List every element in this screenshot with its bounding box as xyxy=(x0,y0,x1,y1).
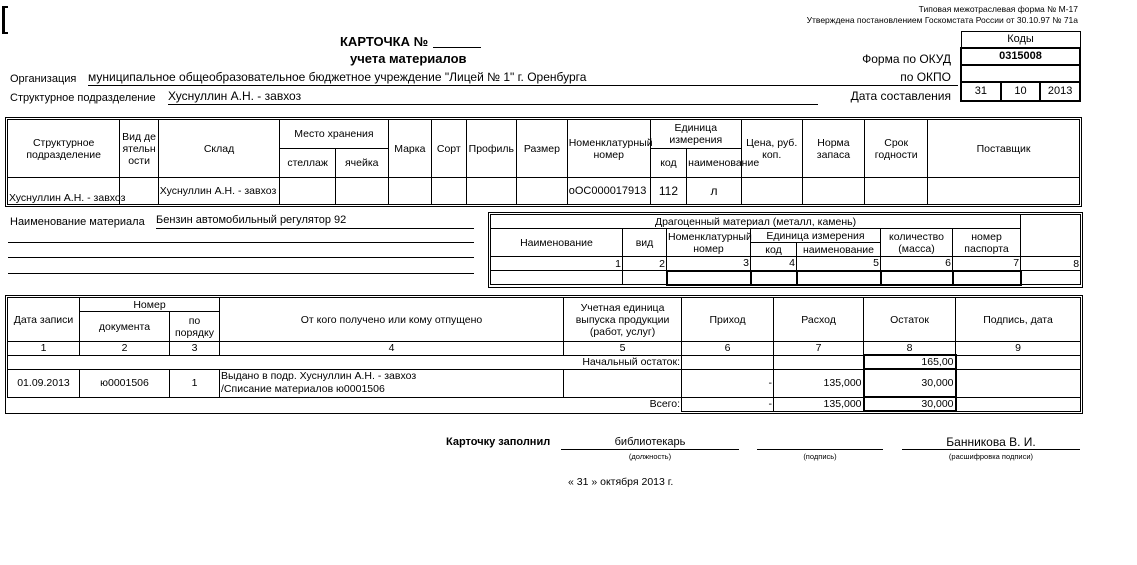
col-warehouse: Склад xyxy=(158,120,279,178)
precious-unit-name: наименование xyxy=(797,243,881,257)
precious-nomen: Номенклатурный номер xyxy=(668,230,752,255)
precious-row-name xyxy=(491,271,623,285)
num-5: 5 xyxy=(564,342,682,356)
org-label: Организация xyxy=(10,73,77,85)
col-cell: ячейка xyxy=(335,149,388,178)
card-title: КАРТОЧКА № xyxy=(340,34,429,49)
col-dept: Структурное подразделение xyxy=(8,120,120,178)
date-day: 31 xyxy=(961,82,1001,101)
col-unit: Единица измерения xyxy=(650,120,741,149)
precious-row-unit xyxy=(797,271,881,285)
initial-expense xyxy=(774,355,864,369)
okud-value: 0315008 xyxy=(961,48,1080,65)
num-4: 4 xyxy=(220,342,564,356)
material-value: Бензин автомобильный регулятор 92 xyxy=(156,214,474,229)
date-year: 2013 xyxy=(1040,82,1080,101)
row-date: 01.09.2013 xyxy=(8,369,80,397)
codes-table xyxy=(960,31,1081,102)
initial-label: Начальный остаток: xyxy=(8,355,682,369)
col-brand: Марка xyxy=(388,120,432,178)
precious-table xyxy=(490,214,1081,286)
form-note-1: Типовая межотраслевая форма № М-17 xyxy=(918,4,1078,14)
initial-balance: 165,00 xyxy=(864,355,956,369)
total-expense: 135,000 xyxy=(774,397,864,411)
precious-col-8 xyxy=(1021,215,1081,257)
col-balance: Остаток xyxy=(864,298,956,342)
col-price: Цена, руб. коп. xyxy=(741,120,802,178)
col-income: Приход xyxy=(682,298,774,342)
total-balance: 30,000 xyxy=(864,397,956,411)
row-nomen: оОС000017913 xyxy=(567,178,650,205)
dept-label: Структурное подразделение xyxy=(10,92,156,104)
col-unit-name: наименование xyxy=(687,149,742,178)
row-shelf xyxy=(865,178,928,205)
col-size: Размер xyxy=(517,120,568,178)
precious-unit: Единица измерения xyxy=(751,229,881,243)
row-balance: 30,000 xyxy=(864,369,956,397)
precious-row-kind xyxy=(623,271,667,285)
row-sign xyxy=(956,369,1081,397)
total-sign xyxy=(956,397,1081,411)
form-note-2: Утверждена постановлением Госкомстата России от 30.10.97 № 71а xyxy=(806,15,1078,25)
col-storage: Место хранения xyxy=(280,120,388,149)
col-number: Номер xyxy=(80,298,220,312)
col-norm: Норма запаса xyxy=(802,120,865,178)
precious-num-4: 4 xyxy=(751,257,797,271)
row-size xyxy=(517,178,568,205)
col-shelf: Срок годности xyxy=(865,120,928,178)
precious-unit-code: код xyxy=(751,243,797,257)
position-value: библиотекарь xyxy=(561,436,739,450)
position-caption: (должность) xyxy=(628,452,672,461)
row-price xyxy=(741,178,802,205)
row-unit-name: л xyxy=(687,178,742,205)
precious-row-nomen xyxy=(667,271,751,285)
precious-kind: вид xyxy=(623,229,667,257)
row-unit-code: 112 xyxy=(650,178,686,205)
row-dept: Хуснуллин А.Н. - завхоз xyxy=(8,178,120,205)
row-unit-output xyxy=(564,369,682,397)
name-value: Банникова В. И. xyxy=(902,435,1080,450)
initial-sign xyxy=(956,355,1081,369)
material-line-4 xyxy=(8,273,474,274)
num-9: 9 xyxy=(956,342,1081,356)
org-value: муниципальное общеобразовательное бюджетное учреждение "Лицей № 1" г. Оренбурга xyxy=(88,70,958,86)
num-2: 2 xyxy=(80,342,170,356)
okud-label: Форма по ОКУД xyxy=(862,52,951,66)
col-unit-output: Учетная единица выпуска продукции (работ, услуг) xyxy=(564,298,682,342)
precious-num-1: 1 xyxy=(491,257,623,271)
card-main-table xyxy=(7,119,1080,205)
num-8: 8 xyxy=(864,342,956,356)
row-doc: ю0001506 xyxy=(80,369,170,397)
precious-num-8: 8 xyxy=(1021,257,1081,271)
date-month: 10 xyxy=(1001,82,1041,101)
row-kind xyxy=(120,178,158,205)
row-warehouse: Хуснуллин А.Н. - завхоз xyxy=(158,178,279,205)
row-grade xyxy=(432,178,466,205)
row-desc-line-2: /Списание материалов ю0001506 xyxy=(221,383,385,395)
col-grade: Сорт xyxy=(432,120,466,178)
text-cursor xyxy=(2,6,8,34)
precious-row-code xyxy=(751,271,797,285)
num-6: 6 xyxy=(682,342,774,356)
total-income: - xyxy=(682,397,774,411)
precious-name: Наименование xyxy=(491,229,623,257)
precious-passport: номер паспорта xyxy=(953,229,1021,257)
col-from-to: От кого получено или кому отпущено xyxy=(220,298,564,342)
precious-qty: количество (масса) xyxy=(881,229,953,257)
row-profile xyxy=(466,178,517,205)
card-number-line xyxy=(433,47,481,48)
row-order: 1 xyxy=(170,369,220,397)
filled-label: Карточку заполнил xyxy=(446,436,551,448)
precious-title: Драгоценный материал (металл, камень) xyxy=(491,215,1021,229)
col-expense: Расход xyxy=(774,298,864,342)
okpo-value xyxy=(961,65,1080,82)
precious-row-passport xyxy=(953,271,1021,285)
precious-num-7: 7 xyxy=(953,257,1021,271)
precious-num-2: 2 xyxy=(623,257,667,271)
material-label: Наименование материала xyxy=(10,216,145,228)
col-unit-code: код xyxy=(650,149,686,178)
total-label: Всего: xyxy=(8,397,682,411)
precious-num-5: 5 xyxy=(797,257,881,271)
okpo-label: по ОКПО xyxy=(900,70,951,84)
row-supplier xyxy=(928,178,1080,205)
col-profile: Профиль xyxy=(466,120,517,178)
signature-line xyxy=(757,436,883,450)
date-label: Дата составления xyxy=(850,89,951,103)
num-3: 3 xyxy=(170,342,220,356)
precious-num-3: 3 xyxy=(667,257,751,271)
col-sign: Подпись, дата xyxy=(956,298,1081,342)
row-brand xyxy=(388,178,432,205)
col-doc: документа xyxy=(80,312,170,342)
material-line-3 xyxy=(8,257,474,258)
num-7: 7 xyxy=(774,342,864,356)
col-rack: стеллаж xyxy=(280,149,336,178)
signature-caption: (подпись) xyxy=(803,452,837,461)
footer-date: « 31 » октября 2013 г. xyxy=(568,476,674,488)
dept-value: Хуснуллин А.Н. - завхоз xyxy=(168,89,818,105)
col-supplier: Поставщик xyxy=(928,120,1080,178)
row-desc-line-1: Выдано в подр. Хуснуллин А.Н. - завхоз xyxy=(221,370,417,382)
row-cell xyxy=(335,178,388,205)
col-order: по порядку xyxy=(170,312,220,342)
row-expense: 135,000 xyxy=(774,369,864,397)
initial-income xyxy=(682,355,774,369)
precious-num-6: 6 xyxy=(881,257,953,271)
precious-row-qty xyxy=(881,271,953,285)
material-line-2 xyxy=(8,242,474,243)
precious-row-8 xyxy=(1021,271,1081,285)
row-income: - xyxy=(682,369,774,397)
col-date: Дата записи xyxy=(8,298,80,342)
movement-table xyxy=(7,297,1081,412)
row-norm xyxy=(802,178,865,205)
col-nomen: Номенклатурный номер xyxy=(567,120,650,178)
codes-label: Коды xyxy=(961,32,1080,48)
row-rack xyxy=(280,178,336,205)
row-desc xyxy=(220,369,564,397)
name-caption: (расшифровка подписи) xyxy=(948,452,1034,461)
card-subtitle: учета материалов xyxy=(350,51,467,66)
num-1: 1 xyxy=(8,342,80,356)
col-kind: Вид деятельности xyxy=(120,120,158,178)
